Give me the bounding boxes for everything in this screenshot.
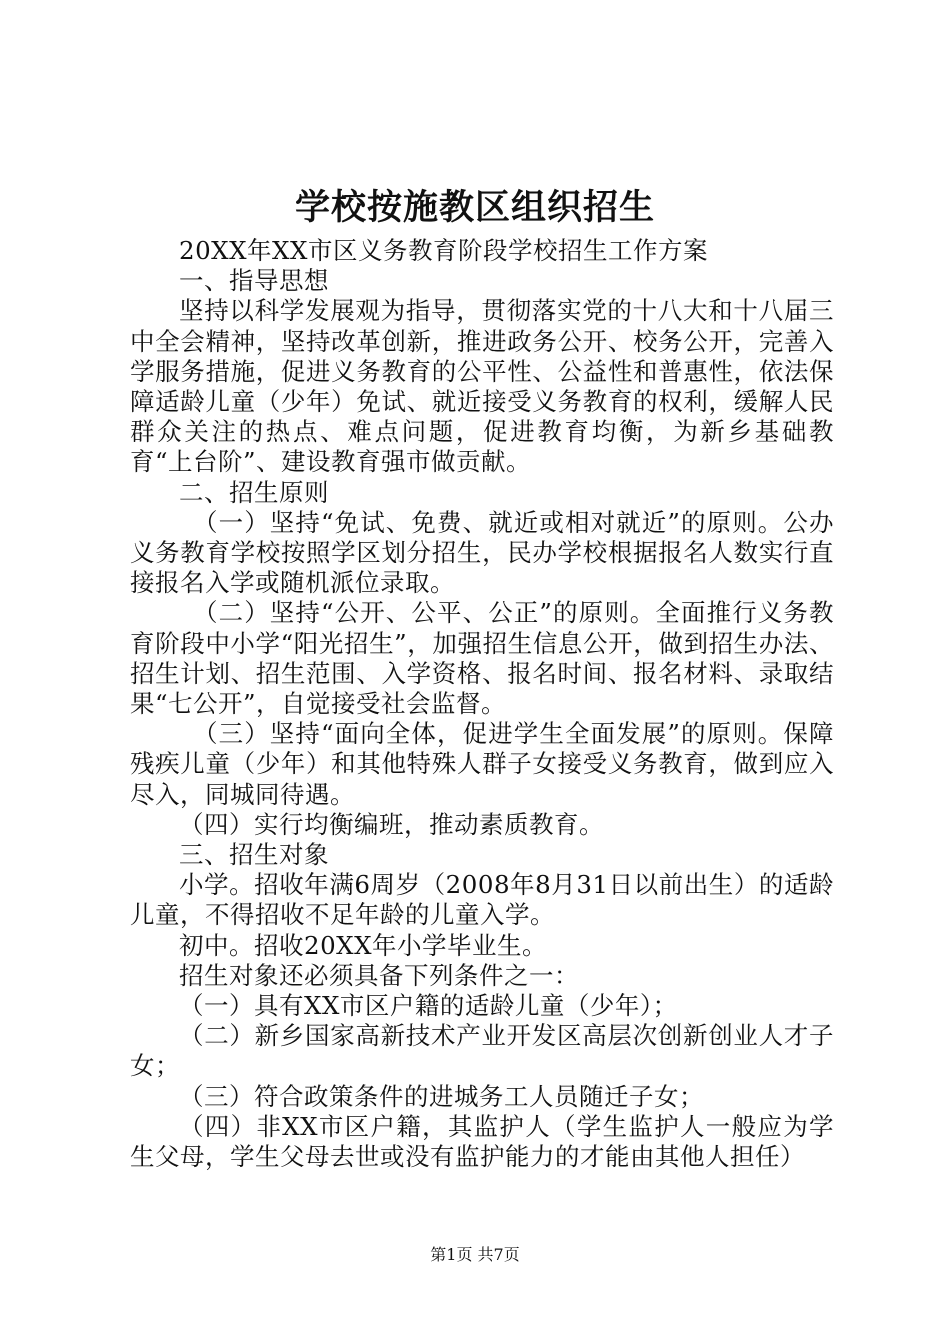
paragraph-guiding-thought: 坚持以科学发展观为指导，贯彻落实党的十八大和十八届三中全会精神，坚持改革创新，推进政务公开、校务公开，完善入学服务措施，促进义务教育的公平性、公益性和普惠性，依法保障适龄儿童（少年）免试、就近接受义务教育的权利，缓解人民群众关注的热点、难点问题，促进教育均衡，为新乡基础教育“上台阶”、建设教育强市做贡献。 [130, 296, 834, 477]
paragraph-principle-4: （四）实行均衡编班，推动素质教育。 [179, 809, 604, 839]
page-number-footer: 第1页 共7页 [430, 1245, 520, 1264]
heading-guiding-thought: 一、指导思想 [179, 266, 329, 296]
paragraph-primary-school: 小学。招收年满6周岁（2008年8月31日以前出生）的适龄儿童，不得招收不足年龄的儿童入学。 [130, 870, 834, 930]
paragraph-principle-3: （三）坚持“面向全体，促进学生全面发展”的原则。保障残疾儿童（少年）和其他特殊人群子女接受义务教育，做到应入尽入，同城同待遇。 [130, 719, 834, 809]
paragraph-plan-title: 20XX年XX市区义务教育阶段学校招生工作方案 [179, 236, 708, 265]
heading-enrollment-principles: 二、招生原则 [179, 477, 329, 507]
paragraph-junior-high: 初中。招收20XX年小学毕业生。 [179, 930, 548, 960]
paragraph-condition-1: （一）具有XX市区户籍的适龄儿童（少年）； [179, 991, 678, 1021]
document-title: 学校按施教区组织招生 [294, 187, 655, 228]
paragraph-condition-4: （四）非XX市区户籍，其监护人（学生监护人一般应为学生父母，学生父母去世或没有监护能力的才能由其他人担任） [130, 1111, 834, 1172]
heading-enrollment-targets: 三、招生对象 [179, 840, 329, 870]
paragraph-principle-2: （二）坚持“公开、公平、公正”的原则。全面推行义务教育阶段中小学“阳光招生”，加强招生信息公开，做到招生办法、招生计划、招生范围、入学资格、报名时间、报名材料、录取结果“七公开”，自觉接受社会监督。 [130, 598, 834, 719]
paragraph-condition-3: （三）符合政策条件的进城务工人员随迁子女； [179, 1081, 704, 1111]
paragraph-conditions-intro: 招生对象还必须具备下列条件之一： [179, 960, 579, 990]
paragraph-condition-2: （二）新乡国家高新技术产业开发区高层次创新创业人才子女； [130, 1021, 834, 1081]
document-body [130, 236, 834, 1172]
paragraph-principle-1: （一）坚持“免试、免费、就近或相对就近”的原则。公办义务教育学校按照学区划分招生，民办学校根据报名人数实行直接报名入学或随机派位录取。 [130, 507, 834, 598]
